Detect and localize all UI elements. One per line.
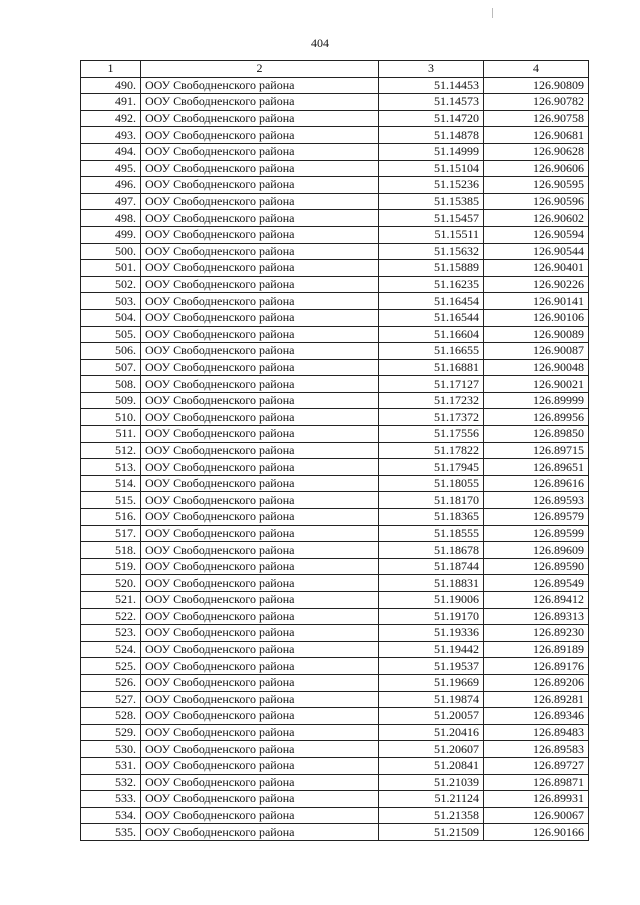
cell-latitude: 51.19170 (379, 608, 484, 625)
cell-longitude: 126.90782 (484, 94, 589, 111)
cell-number: 533. (81, 791, 141, 808)
table-row (81, 210, 589, 227)
table-row (81, 260, 589, 277)
column-header-longitude: 4 (484, 61, 589, 78)
cell-latitude: 51.21358 (379, 807, 484, 824)
cell-name: ООУ Свободненского района (141, 757, 379, 774)
cell-longitude: 126.90606 (484, 160, 589, 177)
table-row (81, 724, 589, 741)
cell-number: 524. (81, 641, 141, 658)
cell-latitude: 51.19537 (379, 658, 484, 675)
cell-latitude: 51.14999 (379, 143, 484, 160)
cell-number: 502. (81, 276, 141, 293)
column-header-latitude: 3 (379, 61, 484, 78)
cell-longitude: 126.89593 (484, 492, 589, 509)
cell-longitude: 126.89931 (484, 791, 589, 808)
table-row (81, 824, 589, 841)
cell-name: ООУ Свободненского района (141, 741, 379, 758)
cell-longitude: 126.89999 (484, 392, 589, 409)
table-row (81, 326, 589, 343)
cell-latitude: 51.16454 (379, 293, 484, 310)
cell-name: ООУ Свободненского района (141, 426, 379, 443)
cell-name: ООУ Свободненского района (141, 625, 379, 642)
cell-number: 505. (81, 326, 141, 343)
cell-longitude: 126.89281 (484, 691, 589, 708)
cell-number: 506. (81, 343, 141, 360)
cell-longitude: 126.89206 (484, 674, 589, 691)
table-row (81, 409, 589, 426)
table-row (81, 376, 589, 393)
cell-latitude: 51.18831 (379, 575, 484, 592)
cell-name: ООУ Свободненского района (141, 293, 379, 310)
cell-number: 530. (81, 741, 141, 758)
table-row (81, 674, 589, 691)
cell-name: ООУ Свободненского района (141, 592, 379, 609)
cell-number: 498. (81, 210, 141, 227)
table-row (81, 392, 589, 409)
cell-longitude: 126.89189 (484, 641, 589, 658)
cell-longitude: 126.89346 (484, 708, 589, 725)
cell-latitude: 51.18744 (379, 558, 484, 575)
cell-name: ООУ Свободненского района (141, 359, 379, 376)
table-row (81, 641, 589, 658)
cell-longitude: 126.89715 (484, 442, 589, 459)
cell-longitude: 126.89727 (484, 757, 589, 774)
cell-latitude: 51.20416 (379, 724, 484, 741)
cell-longitude: 126.89609 (484, 542, 589, 559)
table-row (81, 807, 589, 824)
cell-number: 531. (81, 757, 141, 774)
cell-number: 490. (81, 77, 141, 94)
page-number: 404 (311, 36, 329, 50)
table-row (81, 525, 589, 542)
cell-number: 523. (81, 625, 141, 642)
cell-latitude: 51.18055 (379, 475, 484, 492)
cell-longitude: 126.89850 (484, 426, 589, 443)
cell-latitude: 51.15889 (379, 260, 484, 277)
cell-longitude: 126.90048 (484, 359, 589, 376)
cell-name: ООУ Свободненского района (141, 260, 379, 277)
cell-number: 504. (81, 309, 141, 326)
cell-latitude: 51.20607 (379, 741, 484, 758)
cell-name: ООУ Свободненского района (141, 791, 379, 808)
cell-latitude: 51.18555 (379, 525, 484, 542)
cell-latitude: 51.19874 (379, 691, 484, 708)
cell-latitude: 51.14453 (379, 77, 484, 94)
scan-fold-mark (492, 8, 493, 18)
cell-latitude: 51.19006 (379, 592, 484, 609)
cell-number: 497. (81, 193, 141, 210)
cell-longitude: 126.90166 (484, 824, 589, 841)
cell-latitude: 51.17945 (379, 459, 484, 476)
table-row (81, 94, 589, 111)
cell-longitude: 126.90595 (484, 177, 589, 194)
cell-number: 517. (81, 525, 141, 542)
cell-name: ООУ Свободненского района (141, 343, 379, 360)
cell-name: ООУ Свободненского района (141, 641, 379, 658)
cell-number: 513. (81, 459, 141, 476)
cell-number: 491. (81, 94, 141, 111)
table-row (81, 193, 589, 210)
cell-name: ООУ Свободненского района (141, 691, 379, 708)
cell-name: ООУ Свободненского района (141, 226, 379, 243)
cell-number: 525. (81, 658, 141, 675)
cell-number: 514. (81, 475, 141, 492)
cell-number: 507. (81, 359, 141, 376)
cell-longitude: 126.89590 (484, 558, 589, 575)
cell-name: ООУ Свободненского района (141, 492, 379, 509)
cell-longitude: 126.90226 (484, 276, 589, 293)
cell-latitude: 51.15385 (379, 193, 484, 210)
cell-longitude: 126.89579 (484, 509, 589, 526)
cell-latitude: 51.19336 (379, 625, 484, 642)
cell-name: ООУ Свободненского района (141, 824, 379, 841)
cell-latitude: 51.18170 (379, 492, 484, 509)
cell-number: 526. (81, 674, 141, 691)
cell-name: ООУ Свободненского района (141, 143, 379, 160)
cell-number: 529. (81, 724, 141, 741)
cell-name: ООУ Свободненского района (141, 409, 379, 426)
cell-latitude: 51.16235 (379, 276, 484, 293)
cell-name: ООУ Свободненского района (141, 94, 379, 111)
cell-name: ООУ Свободненского района (141, 392, 379, 409)
cell-name: ООУ Свободненского района (141, 376, 379, 393)
table-row (81, 226, 589, 243)
cell-number: 503. (81, 293, 141, 310)
cell-name: ООУ Свободненского района (141, 509, 379, 526)
cell-name: ООУ Свободненского района (141, 210, 379, 227)
cell-longitude: 126.90087 (484, 343, 589, 360)
cell-longitude: 126.90067 (484, 807, 589, 824)
cell-number: 528. (81, 708, 141, 725)
cell-name: ООУ Свободненского района (141, 193, 379, 210)
cell-number: 512. (81, 442, 141, 459)
table-row (81, 774, 589, 791)
cell-longitude: 126.90602 (484, 210, 589, 227)
cell-name: ООУ Свободненского района (141, 127, 379, 144)
cell-longitude: 126.90596 (484, 193, 589, 210)
cell-latitude: 51.15632 (379, 243, 484, 260)
table-row (81, 575, 589, 592)
cell-latitude: 51.21124 (379, 791, 484, 808)
cell-latitude: 51.15236 (379, 177, 484, 194)
cell-number: 494. (81, 143, 141, 160)
cell-name: ООУ Свободненского района (141, 326, 379, 343)
cell-number: 511. (81, 426, 141, 443)
cell-name: ООУ Свободненского района (141, 558, 379, 575)
cell-number: 520. (81, 575, 141, 592)
cell-latitude: 51.15457 (379, 210, 484, 227)
table-header-row (81, 61, 589, 78)
cell-longitude: 126.90758 (484, 110, 589, 127)
table-row (81, 592, 589, 609)
table-row (81, 542, 589, 559)
cell-name: ООУ Свободненского района (141, 110, 379, 127)
cell-latitude: 51.17372 (379, 409, 484, 426)
table-row (81, 426, 589, 443)
coordinates-table (80, 60, 589, 841)
cell-number: 496. (81, 177, 141, 194)
cell-number: 493. (81, 127, 141, 144)
cell-latitude: 51.21039 (379, 774, 484, 791)
cell-longitude: 126.90021 (484, 376, 589, 393)
cell-longitude: 126.90628 (484, 143, 589, 160)
table-row (81, 475, 589, 492)
cell-number: 499. (81, 226, 141, 243)
table-row (81, 343, 589, 360)
table-row (81, 127, 589, 144)
cell-name: ООУ Свободненского района (141, 658, 379, 675)
cell-name: ООУ Свободненского района (141, 525, 379, 542)
table-row (81, 509, 589, 526)
cell-longitude: 126.89599 (484, 525, 589, 542)
cell-longitude: 126.89412 (484, 592, 589, 609)
cell-longitude: 126.89871 (484, 774, 589, 791)
table-row (81, 791, 589, 808)
cell-latitude: 51.18365 (379, 509, 484, 526)
cell-latitude: 51.17127 (379, 376, 484, 393)
cell-name: ООУ Свободненского района (141, 608, 379, 625)
cell-latitude: 51.18678 (379, 542, 484, 559)
cell-latitude: 51.16604 (379, 326, 484, 343)
cell-latitude: 51.14878 (379, 127, 484, 144)
cell-longitude: 126.90089 (484, 326, 589, 343)
table-row (81, 276, 589, 293)
cell-latitude: 51.21509 (379, 824, 484, 841)
table-row (81, 243, 589, 260)
table-row (81, 625, 589, 642)
cell-number: 527. (81, 691, 141, 708)
cell-number: 492. (81, 110, 141, 127)
table-row (81, 608, 589, 625)
table-row (81, 558, 589, 575)
cell-latitude: 51.17232 (379, 392, 484, 409)
cell-longitude: 126.90809 (484, 77, 589, 94)
cell-number: 515. (81, 492, 141, 509)
cell-name: ООУ Свободненского района (141, 177, 379, 194)
table-row (81, 459, 589, 476)
cell-longitude: 126.90544 (484, 243, 589, 260)
cell-longitude: 126.90401 (484, 260, 589, 277)
table-row (81, 77, 589, 94)
cell-latitude: 51.15104 (379, 160, 484, 177)
cell-name: ООУ Свободненского района (141, 276, 379, 293)
cell-longitude: 126.90106 (484, 309, 589, 326)
table-row (81, 359, 589, 376)
cell-name: ООУ Свободненского района (141, 160, 379, 177)
cell-longitude: 126.89176 (484, 658, 589, 675)
cell-latitude: 51.15511 (379, 226, 484, 243)
cell-longitude: 126.89651 (484, 459, 589, 476)
cell-name: ООУ Свободненского района (141, 724, 379, 741)
cell-number: 518. (81, 542, 141, 559)
cell-number: 522. (81, 608, 141, 625)
table-row (81, 309, 589, 326)
table-row (81, 658, 589, 675)
cell-latitude: 51.16655 (379, 343, 484, 360)
cell-name: ООУ Свободненского района (141, 442, 379, 459)
cell-number: 510. (81, 409, 141, 426)
cell-longitude: 126.89549 (484, 575, 589, 592)
cell-number: 509. (81, 392, 141, 409)
table-row (81, 691, 589, 708)
column-header-number: 1 (81, 61, 141, 78)
cell-number: 500. (81, 243, 141, 260)
cell-number: 508. (81, 376, 141, 393)
cell-latitude: 51.16544 (379, 309, 484, 326)
cell-name: ООУ Свободненского района (141, 243, 379, 260)
table-row (81, 741, 589, 758)
table-row (81, 143, 589, 160)
cell-latitude: 51.19669 (379, 674, 484, 691)
cell-number: 532. (81, 774, 141, 791)
table-row (81, 160, 589, 177)
cell-longitude: 126.89956 (484, 409, 589, 426)
cell-name: ООУ Свободненского района (141, 674, 379, 691)
cell-latitude: 51.20057 (379, 708, 484, 725)
cell-longitude: 126.89313 (484, 608, 589, 625)
table-body (81, 77, 589, 840)
cell-longitude: 126.90681 (484, 127, 589, 144)
cell-latitude: 51.20841 (379, 757, 484, 774)
cell-latitude: 51.17556 (379, 426, 484, 443)
cell-name: ООУ Свободненского района (141, 807, 379, 824)
cell-name: ООУ Свободненского района (141, 309, 379, 326)
cell-name: ООУ Свободненского района (141, 708, 379, 725)
cell-longitude: 126.89616 (484, 475, 589, 492)
cell-number: 495. (81, 160, 141, 177)
cell-number: 516. (81, 509, 141, 526)
table-row (81, 492, 589, 509)
cell-name: ООУ Свободненского района (141, 542, 379, 559)
cell-number: 534. (81, 807, 141, 824)
table-row (81, 293, 589, 310)
cell-latitude: 51.17822 (379, 442, 484, 459)
cell-name: ООУ Свободненского района (141, 77, 379, 94)
cell-name: ООУ Свободненского района (141, 459, 379, 476)
cell-name: ООУ Свободненского района (141, 475, 379, 492)
cell-latitude: 51.14573 (379, 94, 484, 111)
cell-longitude: 126.90141 (484, 293, 589, 310)
cell-latitude: 51.16881 (379, 359, 484, 376)
cell-number: 535. (81, 824, 141, 841)
table-row (81, 708, 589, 725)
table-row (81, 757, 589, 774)
table-row (81, 110, 589, 127)
cell-longitude: 126.90594 (484, 226, 589, 243)
cell-number: 519. (81, 558, 141, 575)
cell-name: ООУ Свободненского района (141, 575, 379, 592)
column-header-name: 2 (141, 61, 379, 78)
cell-latitude: 51.19442 (379, 641, 484, 658)
cell-number: 521. (81, 592, 141, 609)
cell-longitude: 126.89583 (484, 741, 589, 758)
cell-number: 501. (81, 260, 141, 277)
cell-longitude: 126.89230 (484, 625, 589, 642)
table-row (81, 442, 589, 459)
cell-longitude: 126.89483 (484, 724, 589, 741)
cell-name: ООУ Свободненского района (141, 774, 379, 791)
table-row (81, 177, 589, 194)
cell-latitude: 51.14720 (379, 110, 484, 127)
